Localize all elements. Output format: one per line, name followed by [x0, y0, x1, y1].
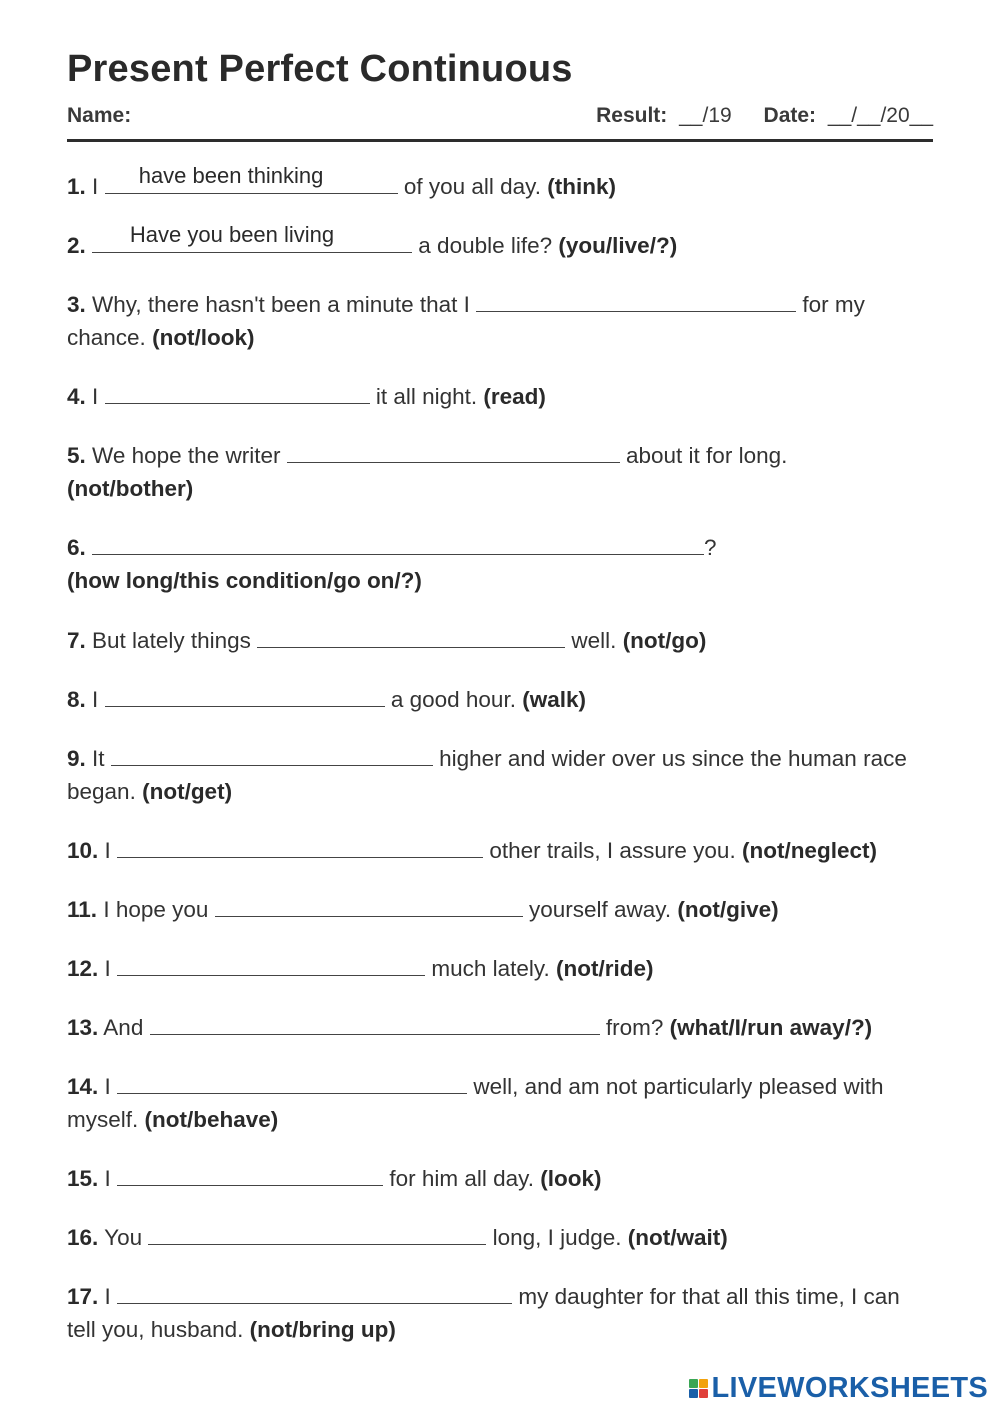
- question-13: [67, 1011, 933, 1044]
- question-number: 12.: [67, 956, 99, 981]
- question-text-before: I: [104, 838, 111, 863]
- verb-hint: (not/get): [142, 779, 233, 804]
- liveworksheets-logo[interactable]: [689, 1372, 989, 1405]
- question-number: 6.: [67, 535, 86, 560]
- question-text-before: We hope the writer: [92, 443, 281, 468]
- answer-blank[interactable]: [150, 1012, 600, 1035]
- answer-blank[interactable]: [92, 222, 412, 253]
- question-text-after: for my chance.: [67, 292, 865, 350]
- question-3: [67, 288, 933, 354]
- verb-hint: (not/bring up): [249, 1317, 396, 1342]
- question-16: [67, 1221, 933, 1254]
- question-number: 1.: [67, 174, 86, 199]
- question-1: [67, 163, 933, 203]
- question-2: [67, 222, 933, 262]
- question-number: 8.: [67, 687, 86, 712]
- answer-text: Have you been living: [129, 222, 335, 247]
- question-text-after: well.: [571, 628, 617, 653]
- answer-blank[interactable]: [117, 1071, 467, 1094]
- question-15: [67, 1162, 933, 1195]
- question-5: [67, 439, 933, 505]
- answer-blank[interactable]: [117, 835, 483, 858]
- question-12: [67, 952, 933, 985]
- question-text-after: higher and wider over us since the human race began.: [67, 746, 907, 804]
- question-text-after: a double life?: [418, 233, 553, 258]
- question-text-before: You: [104, 1225, 143, 1250]
- question-text-after: much lately.: [431, 956, 550, 981]
- question-8: [67, 683, 933, 716]
- verb-hint: (look): [540, 1166, 602, 1191]
- question-text-before: But lately things: [92, 628, 251, 653]
- verb-hint: (not/go): [622, 628, 707, 653]
- question-text-after: ?: [704, 535, 717, 560]
- question-text-before: I: [104, 1074, 111, 1099]
- verb-hint: (not/bother): [67, 476, 194, 501]
- question-17: [67, 1280, 933, 1346]
- question-number: 13.: [67, 1015, 99, 1040]
- question-number: 7.: [67, 628, 86, 653]
- verb-hint: (not/ride): [556, 956, 654, 981]
- answer-blank[interactable]: [257, 625, 565, 648]
- result-value: __/19: [679, 104, 732, 127]
- question-text-before: It: [92, 746, 105, 771]
- question-text-after: other trails, I assure you.: [489, 838, 736, 863]
- question-number: 11.: [67, 897, 98, 922]
- answer-blank[interactable]: [105, 684, 385, 707]
- question-number: 9.: [67, 746, 86, 771]
- answer-blank[interactable]: [215, 894, 523, 917]
- liveworksheets-logo-text: LIVEWORKSHEETS: [711, 1372, 988, 1404]
- question-text-after: it all night.: [375, 384, 478, 409]
- question-text-after: my daughter for that all this time, I can tell you, husband.: [67, 1284, 900, 1342]
- question-10: [67, 834, 933, 867]
- question-text-after: from?: [605, 1015, 664, 1040]
- answer-blank[interactable]: [105, 163, 398, 194]
- answer-blank[interactable]: [105, 381, 370, 404]
- question-text-before: And: [103, 1015, 144, 1040]
- question-text-after: well, and am not particularly pleased with myself.: [67, 1074, 884, 1132]
- answer-blank[interactable]: [117, 1163, 383, 1186]
- question-number: 3.: [67, 292, 86, 317]
- question-text-before: I hope you: [103, 897, 209, 922]
- date-value: __/__/20__: [827, 104, 933, 127]
- answer-blank[interactable]: [476, 289, 796, 312]
- verb-hint: (not/give): [677, 897, 779, 922]
- verb-hint: (how long/this condition/go on/?): [67, 568, 422, 593]
- question-9: [67, 742, 933, 808]
- question-number: 10.: [67, 838, 99, 863]
- question-text-after: of you all day.: [403, 174, 541, 199]
- header-divider: [67, 139, 933, 142]
- question-number: 5.: [67, 443, 86, 468]
- question-number: 4.: [67, 384, 86, 409]
- question-text-before: I: [92, 384, 99, 409]
- verb-hint: (not/behave): [144, 1107, 279, 1132]
- verb-hint: (not/look): [152, 325, 255, 350]
- question-text-before: I: [104, 956, 111, 981]
- question-4: [67, 380, 933, 413]
- question-number: 16.: [67, 1225, 99, 1250]
- question-text-after: yourself away.: [528, 897, 672, 922]
- liveworksheets-logo-icon: [689, 1379, 708, 1398]
- question-number: 14.: [67, 1074, 99, 1099]
- verb-hint: (think): [547, 174, 616, 199]
- question-text-after: about it for long.: [626, 443, 788, 468]
- result-label: Result:: [596, 104, 668, 127]
- question-7: [67, 624, 933, 657]
- verb-hint: (read): [483, 384, 546, 409]
- question-11: [67, 893, 933, 926]
- question-text-after: a good hour.: [390, 687, 516, 712]
- answer-blank[interactable]: [117, 953, 425, 976]
- question-number: 2.: [67, 233, 86, 258]
- question-text-before: I: [104, 1166, 111, 1191]
- verb-hint: (not/neglect): [741, 838, 877, 863]
- question-text-after: for him all day.: [389, 1166, 534, 1191]
- answer-blank[interactable]: [287, 440, 620, 463]
- answer-blank[interactable]: [117, 1281, 512, 1304]
- verb-hint: (walk): [522, 687, 586, 712]
- question-text-after: long, I judge.: [492, 1225, 622, 1250]
- question-text-before: I: [92, 687, 99, 712]
- verb-hint: (you/live/?): [558, 233, 678, 258]
- question-14: [67, 1070, 933, 1136]
- question-number: 15.: [67, 1166, 99, 1191]
- answer-blank[interactable]: [111, 743, 433, 766]
- question-6: [67, 531, 933, 597]
- question-number: 17.: [67, 1284, 99, 1309]
- question-text-before: I: [92, 174, 99, 199]
- name-label: Name:: [67, 104, 132, 127]
- verb-hint: (not/wait): [627, 1225, 728, 1250]
- question-text-before: Why, there hasn't been a minute that I: [92, 292, 470, 317]
- answer-blank[interactable]: [148, 1222, 486, 1245]
- question-text-before: I: [104, 1284, 111, 1309]
- result-date-group: [570, 104, 933, 128]
- worksheet-title: Present Perfect Continuous: [67, 48, 573, 90]
- answer-text: have been thinking: [138, 163, 324, 188]
- verb-hint: (what/I/run away/?): [669, 1015, 873, 1040]
- date-label: Date:: [763, 104, 817, 127]
- answer-blank[interactable]: [92, 532, 704, 555]
